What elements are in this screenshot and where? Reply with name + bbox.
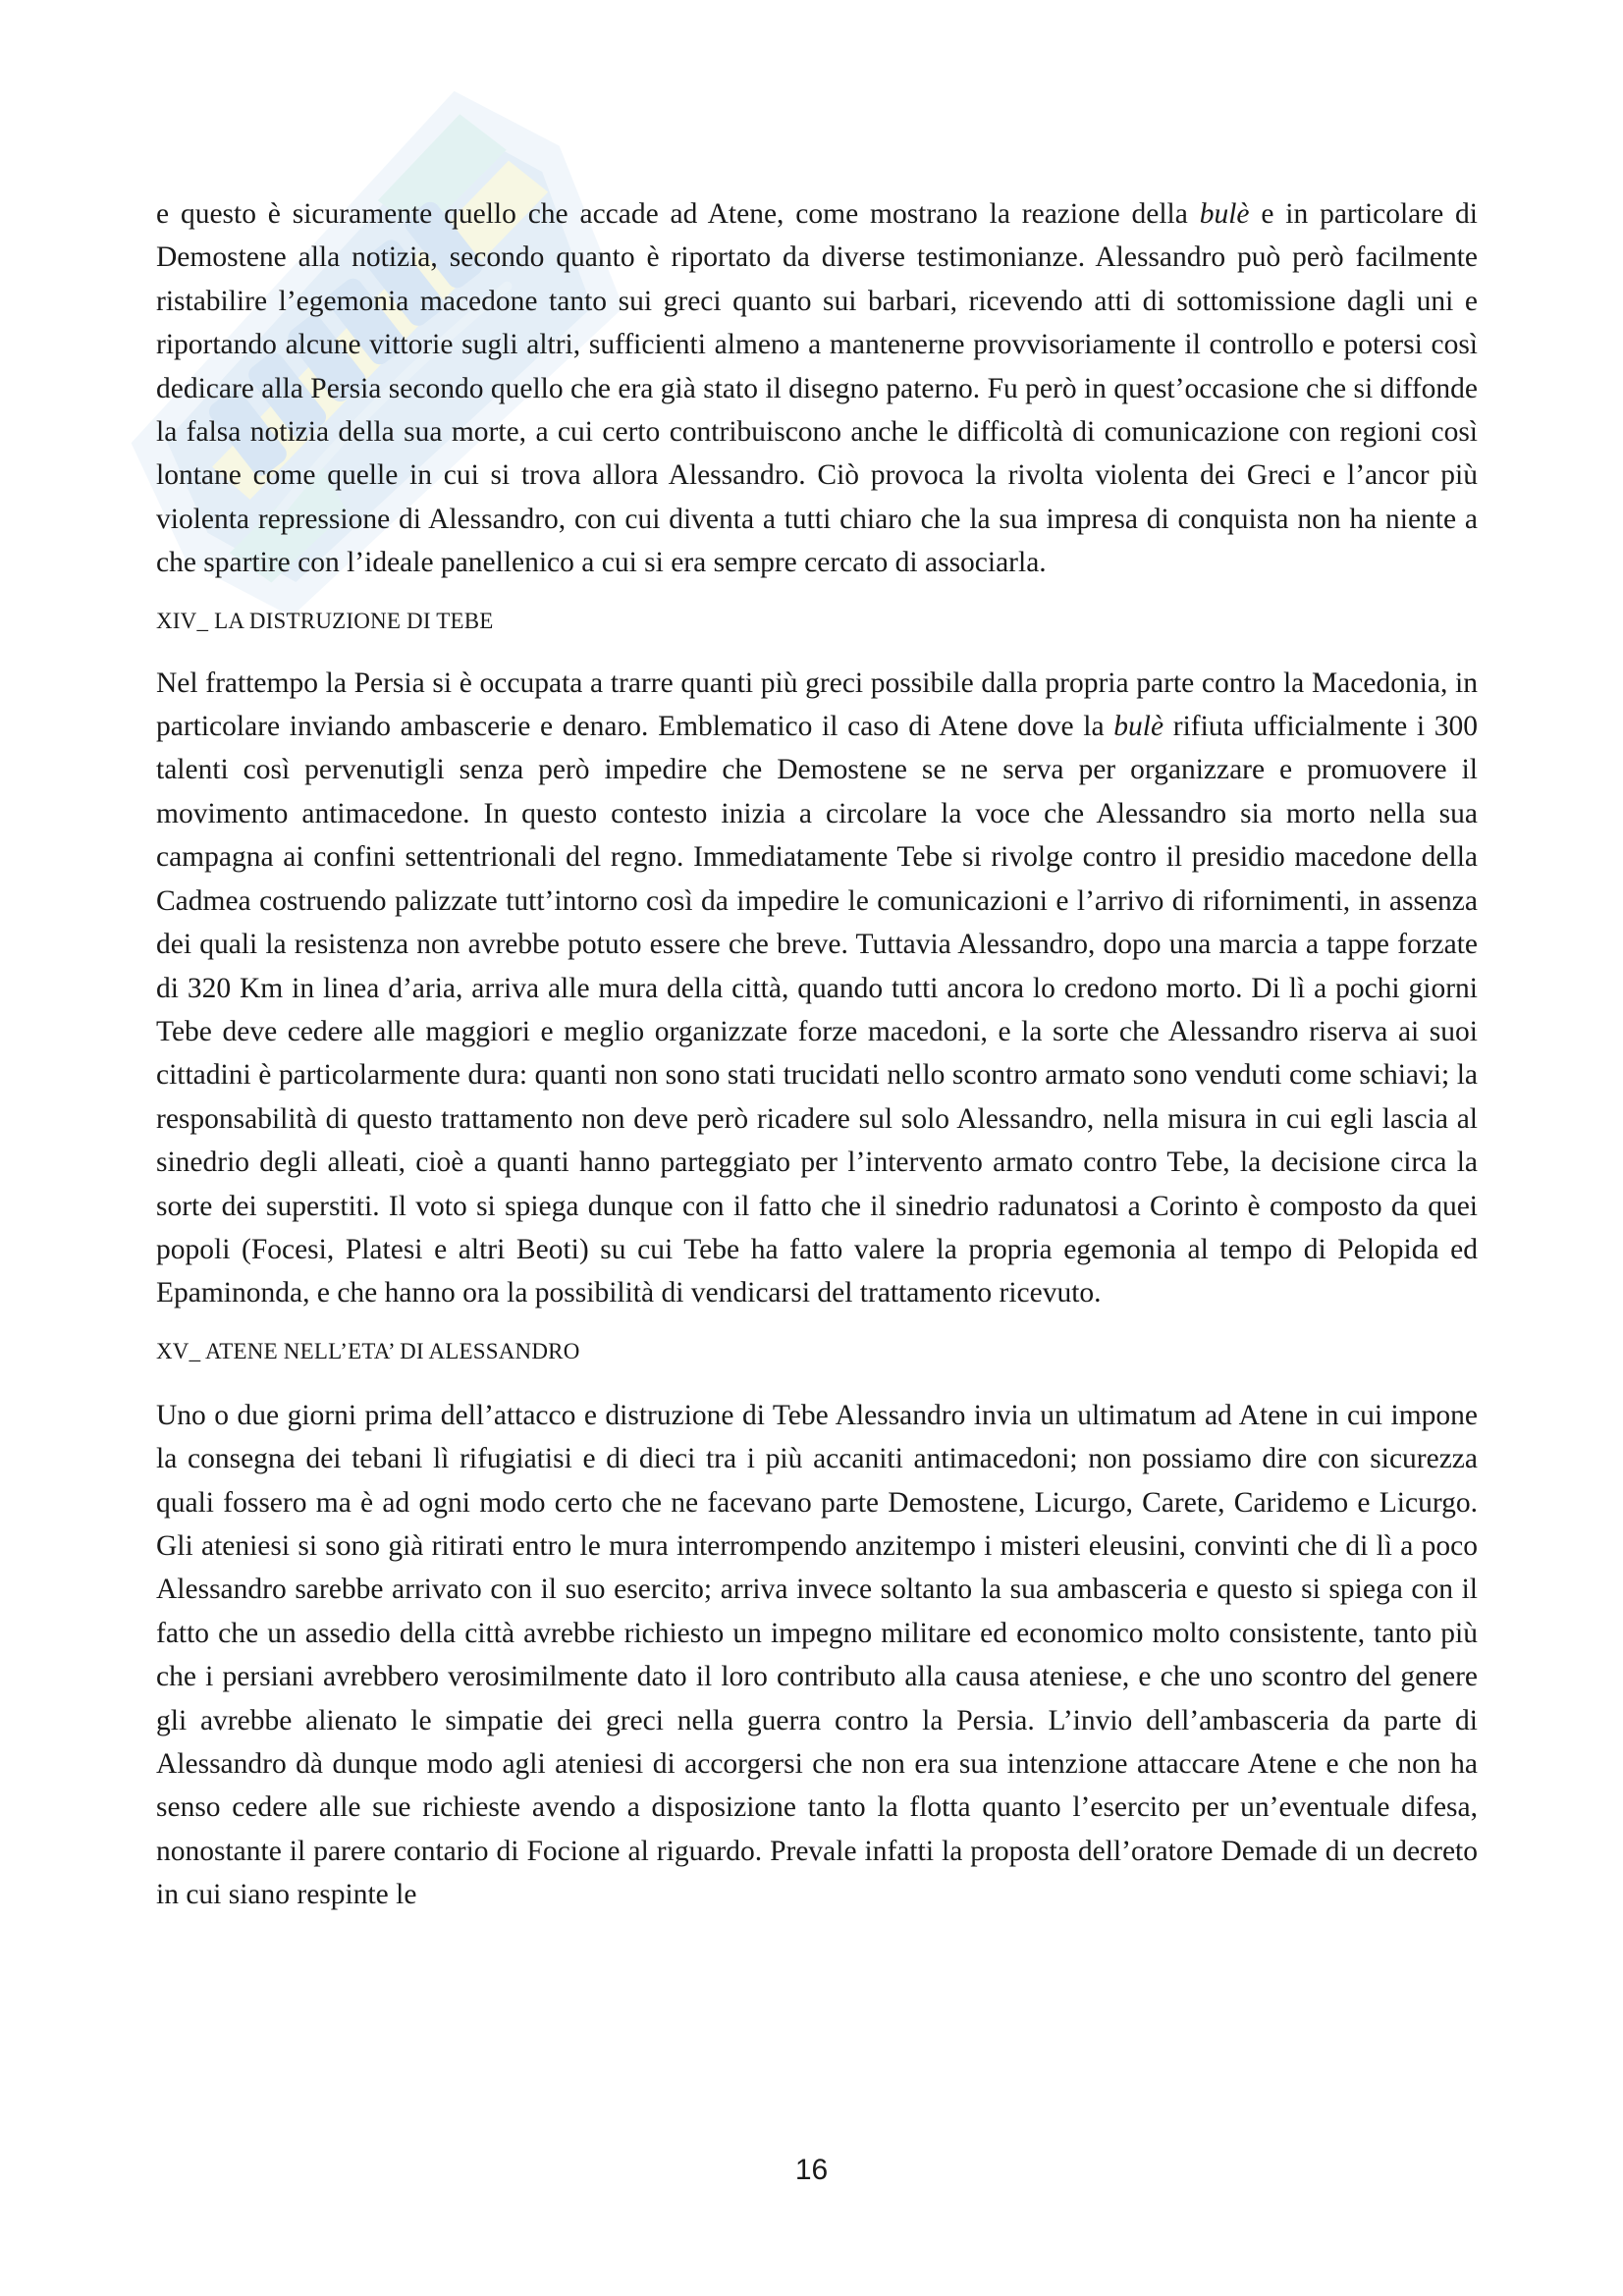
- section-heading-xv: XV_ ATENE NELL’ETA’ DI ALESSANDRO: [156, 1338, 580, 1363]
- page-number: 16: [794, 2154, 829, 2186]
- paragraph-tebe: [156, 662, 1478, 1315]
- paragraph-tebe-text-b: rifiuta ufficialmente i 300 talenti così pervenutigli senza però impedire che Demostene se ne serva per organizzare e promuovere il movimento antimacedone. In questo contesto inizia a circolare la voce che Alessandro sia morto nella sua campagna ai confini settentrionali del regno. Immediatamente Tebe si rivolge contro il presidio macedone della Cadmea costruendo palizzate tutt’intorno così da impedire le comunicazioni e l’arrivo di rifornimenti, in assenza dei quali la resistenza non avrebbe potuto essere che breve. Tuttavia Alessandro, dopo una marcia a tappe forzate di 320 Km in linea d’aria, arriva alle mura della città, quando tutti ancora lo credono morto. Di lì a pochi giorni Tebe deve cedere alle maggiori e meglio organizzate forze macedoni, e la sorte che Alessandro riserva ai suoi cittadini è particolarmente dura: quanti non sono stati trucidati nello scontro armato sono venduti come schiavi; la responsabilità di questo trattamento non deve però ricadere sul solo Alessandro, nella misura in cui egli lascia al sinedrio degli alleati, cioè a quanti hanno parteggiato per l’intervento armato contro Tebe, la decisione circa la sorte dei superstiti. Il voto si spiega dunque con il fatto che il sinedrio radunatosi a Corinto è composto da quei popoli (Focesi, Platesi e altri Beoti) su cui Tebe ha fatto valere la propria egemonia al tempo di Pelopida ed Epaminonda, e che hanno ora la possibilità di vendicarsi del trattamento ricevuto.: [156, 711, 1479, 1309]
- paragraph-tebe-text-a: Nel frattempo la Persia si è occupata a trarre quanti più greci possibile dalla propria parte contro la Macedonia, in particolare inviando ambascerie e denaro. Emblematico il caso di Atene dove la: [156, 667, 1478, 743]
- paragraph-intro: [156, 192, 1478, 585]
- italic-term-bule: bulè: [1113, 711, 1164, 743]
- document-body: [156, 192, 1478, 1917]
- section-heading-xiv: XIV_ LA DISTRUZIONE DI TEBE: [156, 608, 494, 633]
- paragraph-intro-text-a: e questo è sicuramente quello che accade ad Atene, come mostrano la reazione della: [156, 198, 1200, 230]
- italic-term-bule: bulè: [1199, 198, 1250, 230]
- paragraph-intro-text-b: e in particolare di Demostene alla notizia, secondo quanto è riportato da diverse testimonianze. Alessandro può però facilmente ristabilire l’egemonia macedone tanto sui greci quanto sui barbari, ricevendo atti di sottomissione dagli uni e riportando alcune vittorie sugli altri, sufficienti almeno a mantenerne provvisoriamente il controllo e potersi così dedicare alla Persia secondo quello che era già stato il disegno paterno. Fu però in quest’occasione che si diffonde la falsa notizia della sua morte, a cui certo contribuiscono anche le difficoltà di comunicazione con regioni così lontane come quelle in cui si trova allora Alessandro. Ciò provoca la rivolta violenta dei Greci e l’ancor più violenta repressione di Alessandro, con cui diventa a tutti chiaro che la sua impresa di conquista non ha niente a che spartire con l’ideale panellenico a cui si era sempre cercato di associarla.: [156, 198, 1478, 579]
- paragraph-atene: Uno o due giorni prima dell’attacco e distruzione di Tebe Alessandro invia un ultimatum ad Atene in cui impone la consegna dei tebani lì rifugiatisi e di dieci tra i più accaniti antimacedoni; non possiamo dire con sicurezza quali fossero ma è ad ogni modo certo che ne facevano parte Demostene, Licurgo, Carete, Caridemo e Licurgo. Gli ateniesi si sono già ritirati entro le mura interrompendo anzitempo i misteri eleusini, convinti che di lì a poco Alessandro sarebbe arrivato con il suo esercito; arriva invece soltanto la sua ambasceria e questo si spiega con il fatto che un assedio della città avrebbe richiesto un impegno militare ed economico molto consistente, tanto più che i persiani avrebbero verosimilmente dato il loro contributo alla causa ateniese, e che uno scontro del genere gli avrebbe alienato le simpatie dei greci nella guerra contro la Persia. L’invio dell’ambasceria da parte di Alessandro dà dunque modo agli ateniesi di accorgersi che non era sua intenzione attaccare Atene e che non ha senso cedere alle sue richieste avendo a disposizione tanto la flotta quanto l’esercito per un’eventuale difesa, nonostante il parere contario di Focione al riguardo. Prevale infatti la proposta dell’oratore Demade di un decreto in cui siano respinte le: [156, 1399, 1478, 1911]
